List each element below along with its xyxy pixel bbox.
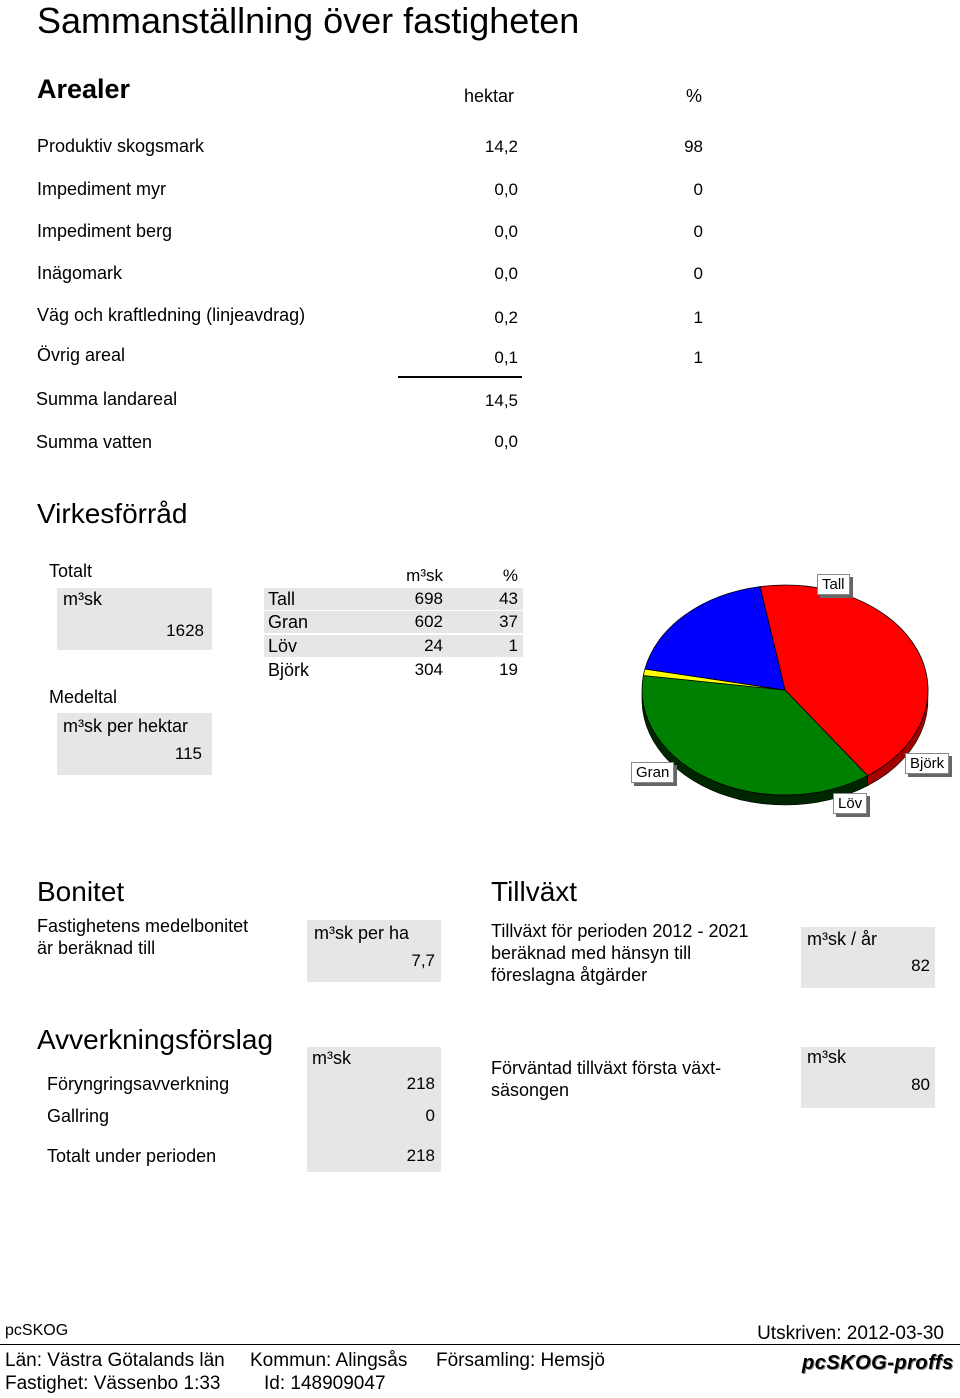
footer-brand: pcSKOG — [5, 1322, 69, 1339]
areal-row-pct: 1 — [693, 348, 703, 367]
areal-row-label: Inägomark — [37, 263, 123, 283]
arealer-heading: Arealer — [37, 74, 131, 104]
species-name: Tall — [268, 589, 296, 609]
areal-row-label: Övrig areal — [37, 345, 126, 365]
forvantad-value: 80 — [911, 1075, 930, 1094]
per-hektar-value: 115 — [174, 744, 202, 763]
avverkning-unit: m³sk — [312, 1048, 351, 1068]
species-col-pct: % — [502, 566, 518, 585]
footer-printed: Utskriven: 2012-03-30 — [757, 1323, 944, 1344]
pie-label-löv: Löv — [833, 793, 867, 814]
footer-fastighet: Fastighet: Vässenbo 1:33 — [5, 1373, 221, 1394]
bonitet-unit: m³sk per ha — [314, 923, 410, 943]
areal-row-pct: 0 — [693, 222, 703, 241]
areal-row-pct: 0 — [693, 180, 703, 199]
bonitet-text-1: Fastighetens medelbonitet — [37, 916, 249, 936]
page-title: Sammanställning över fastigheten — [37, 0, 580, 41]
footer-forsamling: Församling: Hemsjö — [436, 1350, 605, 1371]
species-m3sk: 602 — [414, 612, 443, 631]
pie-label-tall: Tall — [817, 574, 850, 595]
tillvaxt-heading: Tillväxt — [491, 876, 578, 907]
summa-vatten-label: Summa vatten — [36, 432, 153, 452]
avverkning-heading: Avverkningsförslag — [37, 1024, 274, 1055]
bonitet-value: 7,7 — [411, 951, 435, 970]
bonitet-heading: Bonitet — [37, 876, 125, 907]
bonitet-text-2: är beräknad till — [37, 938, 156, 958]
species-m3sk: 698 — [414, 589, 443, 608]
tillvaxt-text-2: beräknad med hänsyn till — [491, 943, 692, 963]
medeltal-label: Medeltal — [49, 687, 118, 707]
footer-rule — [0, 1344, 960, 1345]
arealer-col-pct: % — [686, 86, 703, 106]
footer-id: Id: 148909047 — [264, 1373, 386, 1394]
footer-logo: pcSKOG-proffs — [802, 1352, 954, 1374]
areal-row-hektar: 0,0 — [494, 222, 518, 241]
species-m3sk: 24 — [424, 636, 443, 655]
areal-row-hektar: 0,1 — [494, 348, 518, 367]
areal-row-hektar: 14,2 — [484, 137, 518, 156]
tillvaxt-unit: m³sk / år — [807, 929, 877, 949]
avverkning-row-label: Gallring — [47, 1106, 110, 1126]
pie-label-gran: Gran — [631, 762, 674, 783]
areal-row-label: Impediment berg — [37, 221, 173, 241]
avverkning-total-label: Totalt under perioden — [47, 1146, 217, 1166]
forvantad-text-1: Förväntad tillväxt första växt- — [491, 1058, 722, 1078]
areal-row-pct: 98 — [684, 137, 703, 156]
footer-lan: Län: Västra Götalands län — [5, 1350, 225, 1371]
areal-row-label: Produktiv skogsmark — [37, 136, 205, 156]
areal-row-hektar: 0,0 — [494, 180, 518, 199]
species-pct: 43 — [499, 589, 518, 608]
tillvaxt-text-3: föreslagna åtgärder — [491, 965, 648, 985]
avverkning-row-value: 0 — [425, 1106, 435, 1125]
summa-landareal-value: 14,5 — [484, 391, 518, 410]
totalt-value: 1628 — [166, 621, 204, 640]
species-name: Björk — [268, 660, 310, 680]
pie-label-björk: Björk — [905, 753, 949, 774]
areal-row-label: Impediment myr — [37, 179, 167, 199]
arealer-col-hektar: hektar — [464, 86, 515, 106]
footer-kommun: Kommun: Alingsås — [250, 1350, 408, 1371]
avverkning-total-value: 218 — [406, 1146, 435, 1165]
forvantad-text-2: säsongen — [491, 1080, 570, 1100]
virkesforrad-heading: Virkesförråd — [37, 498, 188, 529]
species-m3sk: 304 — [414, 660, 443, 679]
species-name: Gran — [268, 612, 309, 632]
totalt-unit: m³sk — [63, 589, 102, 609]
areal-row-pct: 1 — [693, 308, 703, 327]
species-pct: 1 — [508, 636, 518, 655]
summa-vatten-value: 0,0 — [494, 432, 518, 451]
sum-rule — [398, 376, 522, 378]
species-pie-chart — [630, 565, 960, 825]
summa-landareal-label: Summa landareal — [36, 389, 178, 409]
species-name: Löv — [268, 636, 298, 656]
avverkning-row-label: Föryngringsavverkning — [47, 1074, 230, 1094]
areal-row-hektar: 0,2 — [494, 308, 518, 327]
areal-row-hektar: 0,0 — [494, 264, 518, 283]
species-pct: 37 — [499, 612, 518, 631]
areal-row-label: Väg och kraftledning (linjeavdrag) — [37, 305, 306, 325]
tillvaxt-value: 82 — [911, 956, 930, 975]
areal-row-pct: 0 — [693, 264, 703, 283]
per-hektar-label: m³sk per hektar — [63, 716, 189, 736]
totalt-label: Totalt — [49, 561, 93, 581]
species-col-m3sk: m³sk — [406, 566, 443, 585]
avverkning-row-value: 218 — [406, 1074, 435, 1093]
tillvaxt-text-1: Tillväxt för perioden 2012 - 2021 — [491, 921, 749, 941]
species-pct: 19 — [499, 660, 518, 679]
forvantad-unit: m³sk — [807, 1047, 846, 1067]
